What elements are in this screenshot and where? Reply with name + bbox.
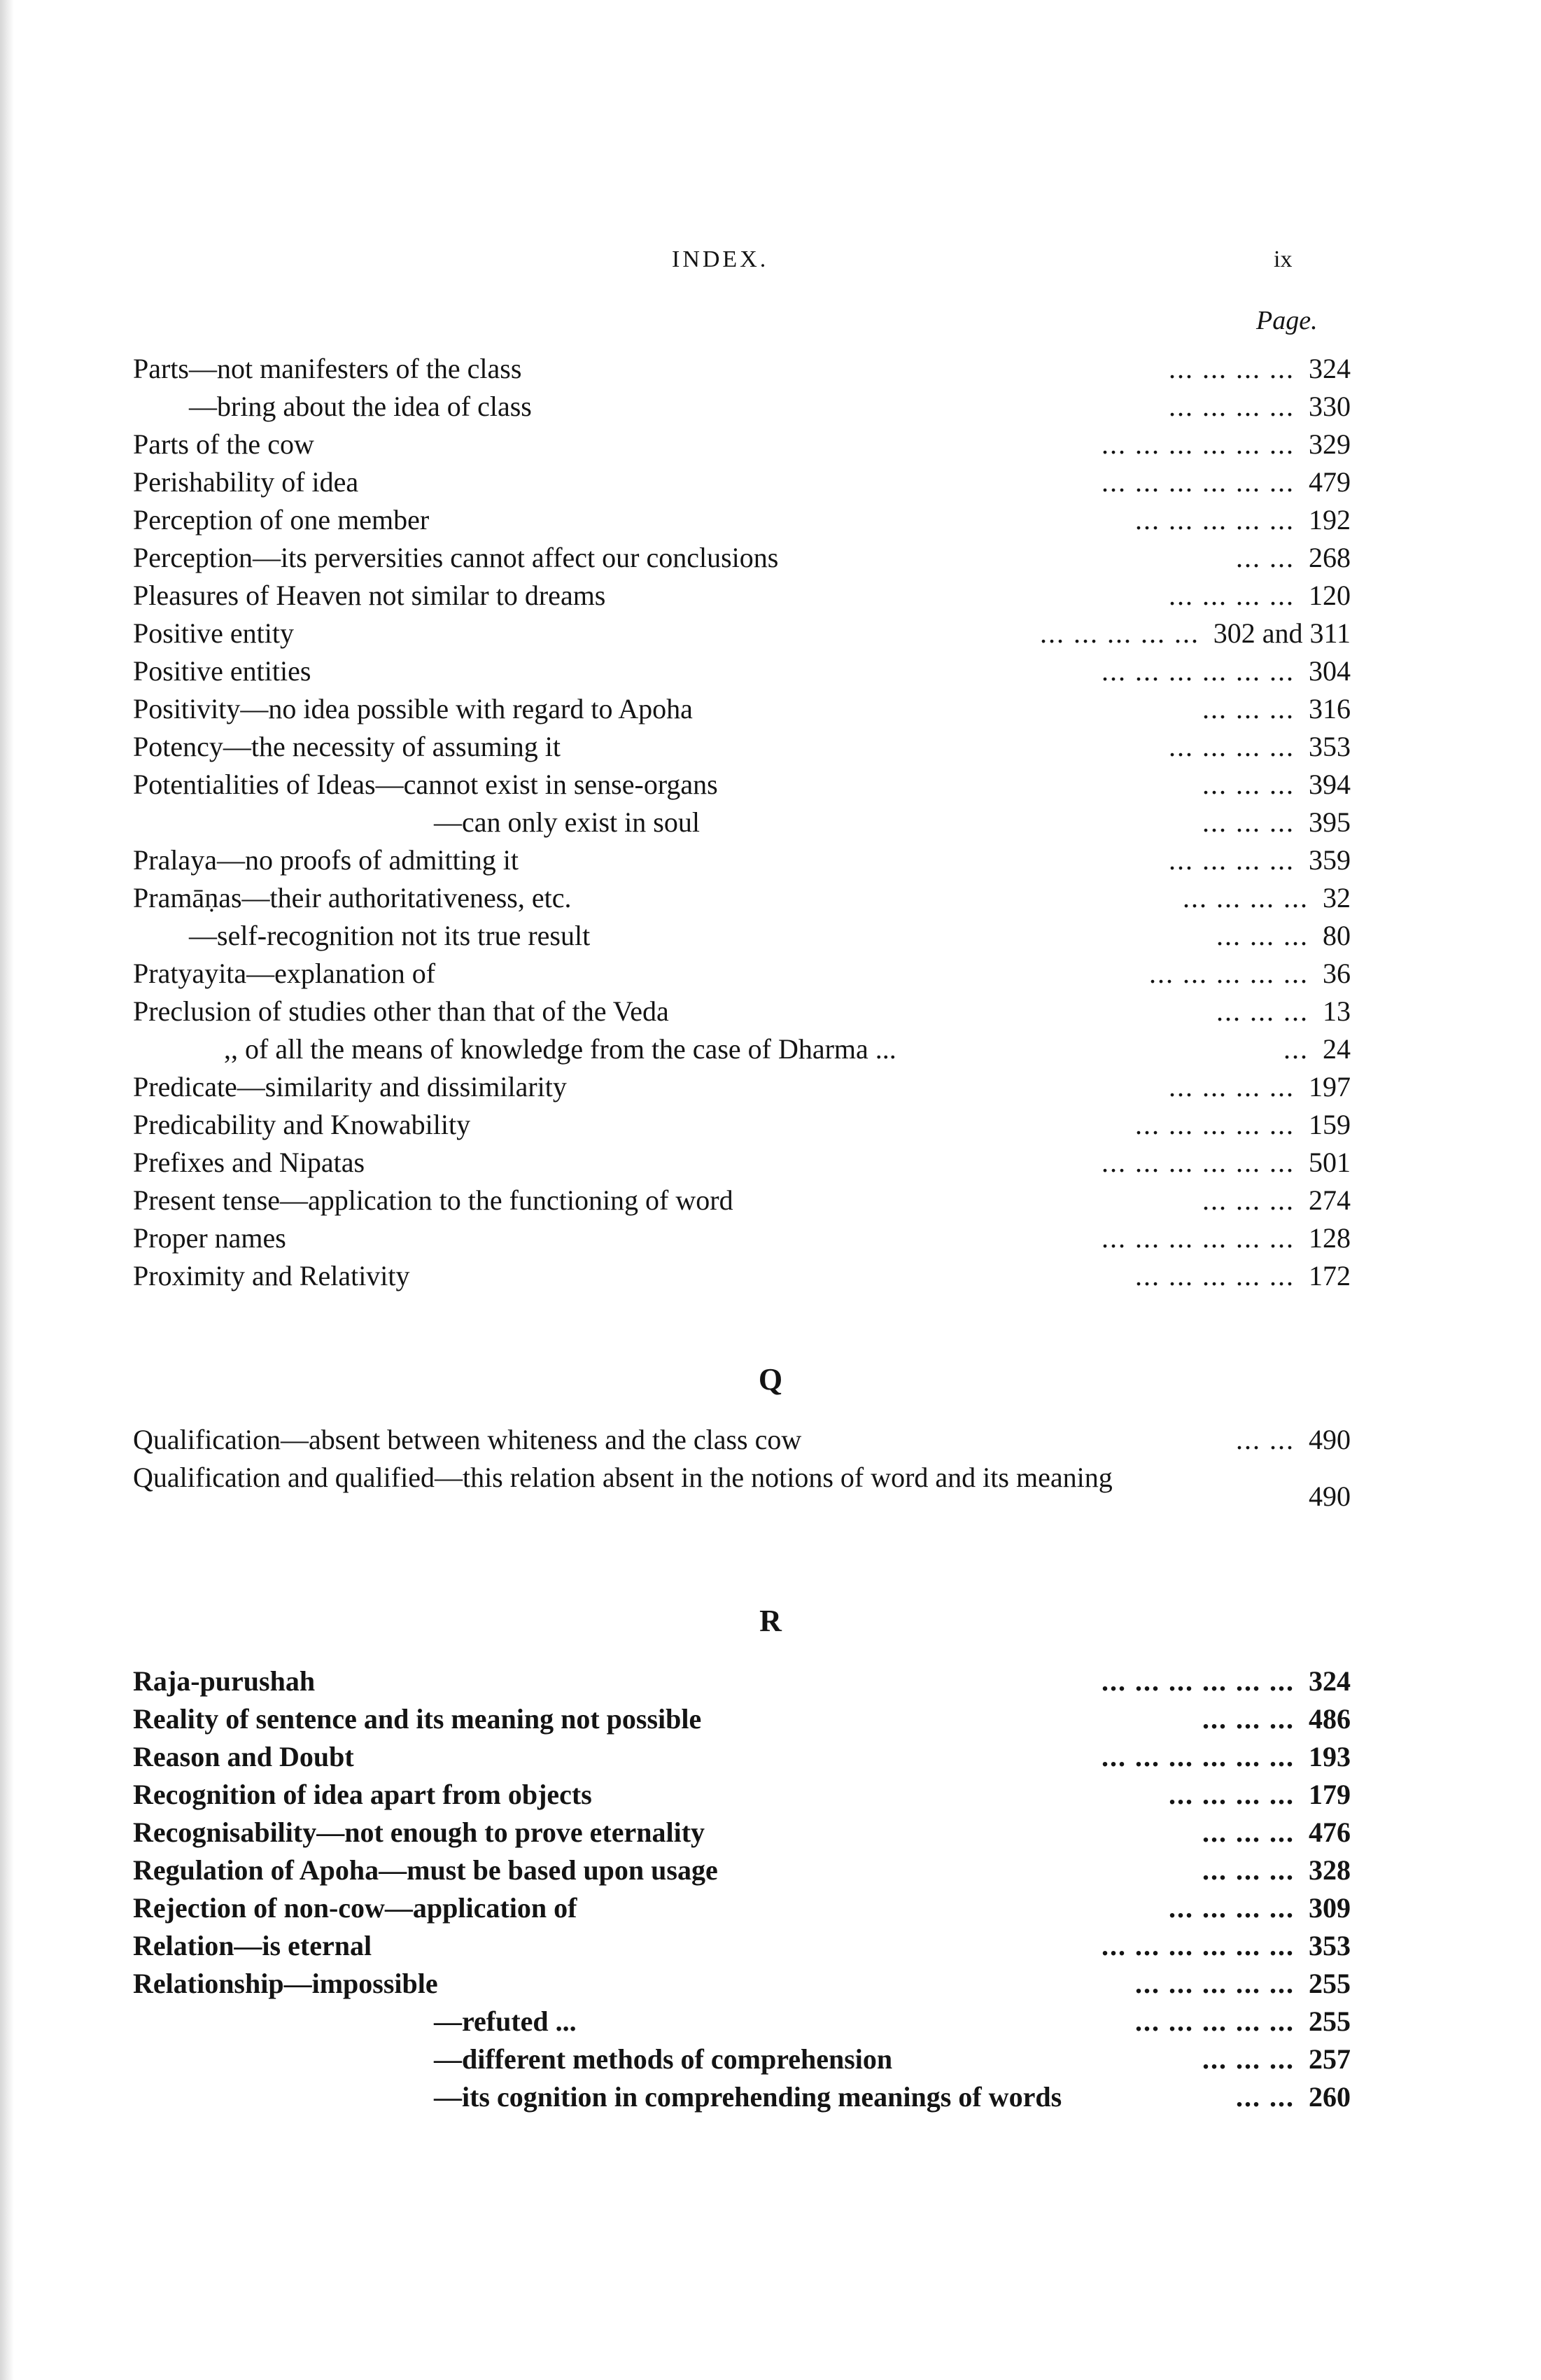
entry-text: Proper names: [133, 1222, 286, 1254]
entry-leader-dots: ... ... ... ...: [1169, 1892, 1295, 1924]
entry-page: 304: [1309, 655, 1351, 687]
index-entry: [133, 1700, 1351, 1738]
entry-leader-dots: ... ... ... ... ... ...: [1102, 428, 1295, 460]
index-entry: [133, 2003, 1351, 2040]
entry-page: 476: [1309, 1816, 1351, 1848]
index-entry: [133, 690, 1351, 728]
index-entry: [133, 350, 1351, 388]
entry-leader-dots: ... ... ... ... ...: [1040, 617, 1199, 649]
index-entry: [133, 955, 1351, 993]
entry-leader-dots: ... ... ... ... ...: [1135, 504, 1295, 536]
index-entry: [133, 1257, 1351, 1295]
section-heading-q: Q: [758, 1362, 783, 1396]
entry-leader-dots: ... ... ... ... ... ...: [1102, 1222, 1295, 1254]
entry-text: Prefixes and Nipatas: [133, 1147, 365, 1178]
entry-page: 329: [1309, 428, 1351, 460]
entry-page: 268: [1309, 542, 1351, 573]
entry-leader-dots: ... ... ...: [1202, 1816, 1295, 1848]
entry-leader-dots: ... ... ... ... ...: [1135, 1109, 1295, 1140]
entry-text: Predicability and Knowability: [133, 1109, 471, 1140]
index-entry: [133, 1219, 1351, 1257]
entry-leader-dots: ... ... ... ...: [1169, 353, 1295, 384]
entry-text: Perishability of idea: [133, 466, 359, 498]
entry-text: Relationship—impossible: [133, 1968, 438, 1999]
entry-leader-dots: ... ... ... ... ... ...: [1102, 1147, 1295, 1178]
index-entry: [133, 879, 1351, 917]
page-edge-shadow: [0, 0, 14, 2380]
index-entry: [133, 1068, 1351, 1106]
entry-page: 490: [1309, 1480, 1351, 1512]
entry-text: Qualification—absent between whiteness and the class cow: [133, 1424, 802, 1455]
entry-page: 257: [1309, 2043, 1351, 2075]
entry-page: 193: [1309, 1741, 1351, 1772]
entry-leader-dots: ... ... ... ... ... ...: [1102, 1930, 1295, 1961]
entry-page: 501: [1309, 1147, 1351, 1178]
page-header: [0, 246, 1541, 288]
entry-text: Reality of sentence and its meaning not possible: [133, 1703, 702, 1735]
entry-text: Recognition of idea apart from objects: [133, 1779, 592, 1810]
entry-leader-dots: ...: [1283, 1033, 1309, 1065]
entry-leader-dots: ... ... ... ... ... ...: [1102, 1741, 1295, 1772]
index-entry: [133, 1662, 1351, 1700]
entry-page: 80: [1323, 920, 1351, 951]
entry-page: 479: [1309, 466, 1351, 498]
entry-leader-dots: ... ... ... ...: [1169, 1071, 1295, 1102]
entry-leader-dots: ... ... ... ... ...: [1135, 1260, 1295, 1292]
index-entry: [133, 652, 1351, 690]
entry-page: 260: [1309, 2081, 1351, 2113]
entry-page: 353: [1309, 731, 1351, 762]
index-entry: [133, 615, 1351, 652]
header-title: INDEX.: [672, 246, 769, 272]
index-entry: [133, 1738, 1351, 1776]
entry-text: Pralaya—no proofs of admitting it: [133, 844, 519, 876]
entry-leader-dots: ... ... ...: [1202, 1854, 1295, 1886]
index-entry: [133, 1459, 1351, 1534]
entry-leader-dots: ... ... ... ...: [1169, 391, 1295, 422]
index-entry: [133, 1851, 1351, 1889]
entry-leader-dots: ... ... ... ... ...: [1135, 1968, 1295, 1999]
index-entry: [133, 1814, 1351, 1851]
entry-text: Preclusion of studies other than that of the Veda: [133, 995, 669, 1027]
index-entry: [133, 1030, 1351, 1068]
entry-text: Parts—not manifesters of the class: [133, 353, 522, 384]
entry-leader-dots: ... ...: [1236, 1424, 1295, 1455]
entry-leader-dots: ... ... ... ...: [1169, 731, 1295, 762]
index-section-r: [133, 1662, 1351, 2116]
index-entry: [133, 1421, 1351, 1459]
index-entry: [133, 388, 1351, 426]
index-entry: [133, 1776, 1351, 1814]
entry-page: 328: [1309, 1854, 1351, 1886]
entry-text: Predicate—similarity and dissimilarity: [133, 1071, 567, 1102]
entry-text: Perception—its perversities cannot affect our conclusions: [133, 542, 779, 573]
index-entry: [133, 841, 1351, 879]
index-entry: [133, 804, 1351, 841]
entry-leader-dots: ... ... ... ... ... ...: [1102, 1665, 1295, 1697]
entry-page: 324: [1309, 1665, 1351, 1697]
entry-page: 274: [1309, 1184, 1351, 1216]
entry-text: —refuted ...: [434, 2005, 577, 2037]
index-entry: [133, 1965, 1351, 2003]
entry-text: —its cognition in comprehending meanings of words: [434, 2081, 1062, 2113]
entry-text: Qualification and qualified—this relation absent in the notions of word and its meaning: [133, 1462, 1113, 1493]
entry-page: 255: [1309, 1968, 1351, 1999]
entry-page: 197: [1309, 1071, 1351, 1102]
entry-leader-dots: ... ... ...: [1216, 995, 1309, 1027]
entry-page: 172: [1309, 1260, 1351, 1292]
entry-text: Pratyayita—explanation of: [133, 958, 436, 989]
entry-text: Potentialities of Ideas—cannot exist in sense-organs: [133, 769, 718, 800]
index-entry: [133, 426, 1351, 463]
entry-page: 490: [1309, 1424, 1351, 1455]
entry-leader-dots: ... ... ... ... ...: [1135, 2005, 1295, 2037]
entry-leader-dots: ... ...: [1236, 2081, 1295, 2113]
entry-leader-dots: ... ...: [1236, 542, 1295, 573]
entry-text: Positivity—no idea possible with regard to Apoha: [133, 693, 693, 724]
entry-page: 120: [1309, 580, 1351, 611]
entry-leader-dots: ... ... ... ... ... ...: [1102, 655, 1295, 687]
index-entry: [133, 1927, 1351, 1965]
index-section-p: [133, 350, 1351, 1295]
index-entry: [133, 1182, 1351, 1219]
page-column-label: Page.: [1256, 306, 1318, 335]
entry-text: Parts of the cow: [133, 428, 314, 460]
entry-leader-dots: ... ... ... ...: [1169, 1779, 1295, 1810]
entry-text: Proximity and Relativity: [133, 1260, 410, 1292]
index-entry: [133, 917, 1351, 955]
entry-text: Rejection of non-cow—application of: [133, 1892, 577, 1924]
entry-page: 24: [1323, 1033, 1351, 1065]
entry-page: 159: [1309, 1109, 1351, 1140]
entry-leader-dots: ... ... ...: [1202, 806, 1295, 838]
entry-text: Regulation of Apoha—must be based upon usage: [133, 1854, 718, 1886]
entry-text: ,, of all the means of knowledge from the case of Dharma ...: [224, 1033, 896, 1065]
entry-page: 192: [1309, 504, 1351, 536]
entry-text: Relation—is eternal: [133, 1930, 372, 1961]
entry-page: 309: [1309, 1892, 1351, 1924]
entry-page: 13: [1323, 995, 1351, 1027]
index-entry: [133, 2078, 1351, 2116]
index-entry: [133, 1889, 1351, 1927]
entry-page: 36: [1323, 958, 1351, 989]
entry-page: 394: [1309, 769, 1351, 800]
entry-text: Present tense—application to the functioning of word: [133, 1184, 733, 1216]
entry-page: 486: [1309, 1703, 1351, 1735]
entry-text: —different methods of comprehension: [434, 2043, 893, 2075]
index-entry: [133, 539, 1351, 577]
index-entry: [133, 501, 1351, 539]
entry-leader-dots: ... ... ...: [1202, 1703, 1295, 1735]
entry-text: Positive entities: [133, 655, 311, 687]
entry-leader-dots: ... ... ...: [1202, 693, 1295, 724]
header-page-number: ix: [1274, 246, 1293, 272]
entry-leader-dots: ... ... ... ... ... ...: [1102, 466, 1295, 498]
entry-page: 128: [1309, 1222, 1351, 1254]
entry-leader-dots: ... ... ...: [1202, 1184, 1295, 1216]
index-entry: [133, 766, 1351, 804]
entry-text: Positive entity: [133, 617, 294, 649]
entry-page: 302 and 311: [1213, 617, 1351, 649]
entry-leader-dots: ... ... ...: [1202, 769, 1295, 800]
entry-leader-dots: ... ... ...: [1202, 2043, 1295, 2075]
entry-text: Recognisability—not enough to prove eternality: [133, 1816, 705, 1848]
entry-page: 32: [1323, 882, 1351, 913]
index-entry: [133, 577, 1351, 615]
entry-page: 316: [1309, 693, 1351, 724]
entry-leader-dots: ... ... ... ...: [1183, 882, 1309, 913]
entry-page: 179: [1309, 1779, 1351, 1810]
entry-text: Raja-purushah: [133, 1665, 316, 1697]
entry-page: 395: [1309, 806, 1351, 838]
entry-leader-dots: ... ... ... ... ...: [1149, 958, 1309, 989]
entry-page: 330: [1309, 391, 1351, 422]
entry-leader-dots: ... ... ... ...: [1169, 580, 1295, 611]
entry-leader-dots: ... ... ...: [1216, 920, 1309, 951]
entry-page: 353: [1309, 1930, 1351, 1961]
index-entry: [133, 728, 1351, 766]
entry-leader-dots: ... ... ... ...: [1169, 844, 1295, 876]
entry-page: 324: [1309, 353, 1351, 384]
index-section-q: [133, 1421, 1351, 1534]
entry-text: Perception of one member: [133, 504, 430, 536]
index-entry: [133, 463, 1351, 501]
section-heading-r: R: [759, 1604, 782, 1638]
entry-text: Reason and Doubt: [133, 1741, 354, 1772]
entry-page: 359: [1309, 844, 1351, 876]
entry-text: Potency—the necessity of assuming it: [133, 731, 561, 762]
entry-text: Pleasures of Heaven not similar to dreams: [133, 580, 606, 611]
index-entry: [133, 1144, 1351, 1182]
entry-text: Pramāṇas—their authoritativeness, etc.: [133, 882, 572, 913]
entry-text: —bring about the idea of class: [189, 391, 532, 422]
entry-text: —can only exist in soul: [434, 806, 700, 838]
index-entry: [133, 2040, 1351, 2078]
entry-page: 255: [1309, 2005, 1351, 2037]
entry-text: —self-recognition not its true result: [189, 920, 591, 951]
index-entry: [133, 993, 1351, 1030]
index-entry: [133, 1106, 1351, 1144]
